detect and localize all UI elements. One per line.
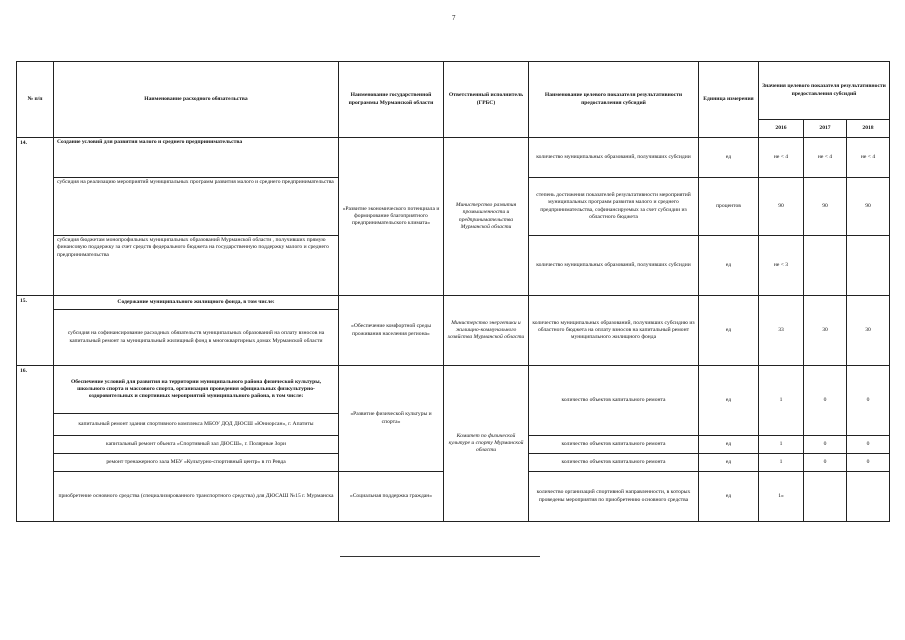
value-2017: 90 xyxy=(804,178,847,236)
section-title: Обеспечение условий для развития на территории муниципального района физической культуры, школьного спорта и массового спорта, организация проведения официальных физкультурно-оздоровительных и спортивных мероприятий муниципального района, в том числе: xyxy=(54,366,339,414)
unit-cell: ед xyxy=(699,472,759,522)
value-2016: 33 xyxy=(759,296,804,366)
value-2016: 1 xyxy=(759,366,804,436)
row-number: 14. xyxy=(17,138,54,296)
header-year-2017: 2017 xyxy=(804,120,847,138)
value-2018 xyxy=(847,472,890,522)
obligation-name: субсидия на реализацию мероприятий муниципальных программ развития малого и среднего предпринимательства xyxy=(54,178,339,236)
indicator-name: количество объектов капитального ремонта xyxy=(529,366,699,436)
targets-table xyxy=(16,61,890,522)
indicator-name: количество объектов капитального ремонта xyxy=(529,436,699,454)
indicator-name: количество организаций спортивной направленности, в которых проведены мероприятия по приобретению основного средства xyxy=(529,472,699,522)
value-2017: 0 xyxy=(804,436,847,454)
executor-name: Министерство развития промышленности и предпринимательства Мурманской области xyxy=(444,138,529,296)
header-obligation: Наименование расходного обязательства xyxy=(54,62,339,138)
header-year-2018: 2018 xyxy=(847,120,890,138)
executor-name: Комитет по физической культуре и спорту Мурманской области xyxy=(444,366,529,522)
indicator-name: количество муниципальных образований, получивших субсидии xyxy=(529,138,699,178)
header-program: Наименование государственной программы Мурманской области xyxy=(339,62,444,138)
table-row xyxy=(17,296,890,310)
table-row xyxy=(17,366,890,414)
value-2017: 0 xyxy=(804,366,847,436)
unit-cell: ед xyxy=(699,296,759,366)
value-2016: 90 xyxy=(759,178,804,236)
indicator-name: степень достижения показателей результативности мероприятий муниципальных программ развития малого и среднего предпринимательства, софинансируемых за счет субсидии из областного бюджета xyxy=(529,178,699,236)
value-2018: не < 4 xyxy=(847,138,890,178)
indicator-name: количество муниципальных образований, получивших субсидию из областного бюджета на оплату взносов на капитальный ремонт муниципального жилищного фонда xyxy=(529,296,699,366)
unit-cell: ед xyxy=(699,366,759,436)
obligation-name: субсидия бюджетам монопрофильных муниципальных образований Мурманской области , получивших прямую финансовую поддержку за счет средств федерального бюджета на государственную поддержку малого и среднего предпринимательства xyxy=(54,236,339,296)
page-number: 7 xyxy=(452,14,456,22)
value-2018: 0 xyxy=(847,366,890,436)
unit-cell: ед xyxy=(699,236,759,296)
unit-cell: процентов xyxy=(699,178,759,236)
obligation-name: субсидия на софинансирование расходных обязательств муниципальных образований на оплату взносов на капитальный ремонт за муниципальный жилищный фонд в многоквартирных домах Мурманской области xyxy=(54,310,339,366)
value-2016: 1 xyxy=(759,454,804,472)
value-2016: 1 xyxy=(759,436,804,454)
table-row xyxy=(17,138,890,178)
header-values-group: Значения целевого показателя результативности предоставления субсидий xyxy=(759,62,890,120)
value-2018: 90 xyxy=(847,178,890,236)
value-2017: не < 4 xyxy=(804,138,847,178)
header-num: № п/п xyxy=(17,62,54,138)
unit-cell: ед xyxy=(699,436,759,454)
header-unit: Единица измерения xyxy=(699,62,759,138)
indicator-name: количество объектов капитального ремонта xyxy=(529,454,699,472)
unit-cell: ед xyxy=(699,138,759,178)
value-2018: 0 xyxy=(847,454,890,472)
executor-name: Министерство энергетики и жилищно-коммунального хозяйства Мурманской области xyxy=(444,296,529,366)
header-indicator: Наименование целевого показателя результативности предоставления субсидий xyxy=(529,62,699,138)
value-2017: 0 xyxy=(804,454,847,472)
value-2018: 30 xyxy=(847,296,890,366)
value-2016: 1» xyxy=(759,472,804,522)
header-year-2016: 2016 xyxy=(759,120,804,138)
row-number: 16. xyxy=(17,366,54,522)
value-2017 xyxy=(804,236,847,296)
obligation-name: капитальный ремонт здания спортивного комплекса МБОУ ДОД ДЮСШ «Юниорсан», г. Апатиты xyxy=(54,414,339,436)
section-title: Создание условий для развития малого и среднего предпринимательства xyxy=(54,138,339,178)
program-name: «Обеспечение комфортной среды проживания населения региона» xyxy=(339,296,444,366)
section-title: Содержание муниципального жилищного фонда, в том числе: xyxy=(54,296,339,310)
value-2018 xyxy=(847,236,890,296)
indicator-name: количество муниципальных образований, получивших субсидии xyxy=(529,236,699,296)
obligation-name: приобретение основного средства (специализированного транспортного средства) для ДЮСАШ №15 г. Мурманска xyxy=(54,472,339,522)
row-number: 15. xyxy=(17,296,54,366)
program-name: «Развитие экономического потенциала и формирование благоприятного предпринимательского климата» xyxy=(339,138,444,296)
obligation-name: ремонт тренажерного зала МБУ «Культурно-спортивный центр» в гп Ревда xyxy=(54,454,339,472)
value-2017 xyxy=(804,472,847,522)
unit-cell: ед xyxy=(699,454,759,472)
value-2016: не < 3 xyxy=(759,236,804,296)
header-executor: Ответственный исполнитель (ГРБС) xyxy=(444,62,529,138)
program-name: «Развитие физической культуры и спорта» xyxy=(339,366,444,472)
value-2018: 0 xyxy=(847,436,890,454)
bottom-divider xyxy=(340,556,540,557)
program-name: «Социальная поддержка граждан» xyxy=(339,472,444,522)
obligation-name: капитальный ремонт объекта «Спортивный зал ДЮСШ», г. Полярные Зори xyxy=(54,436,339,454)
value-2016: не < 4 xyxy=(759,138,804,178)
value-2017: 30 xyxy=(804,296,847,366)
